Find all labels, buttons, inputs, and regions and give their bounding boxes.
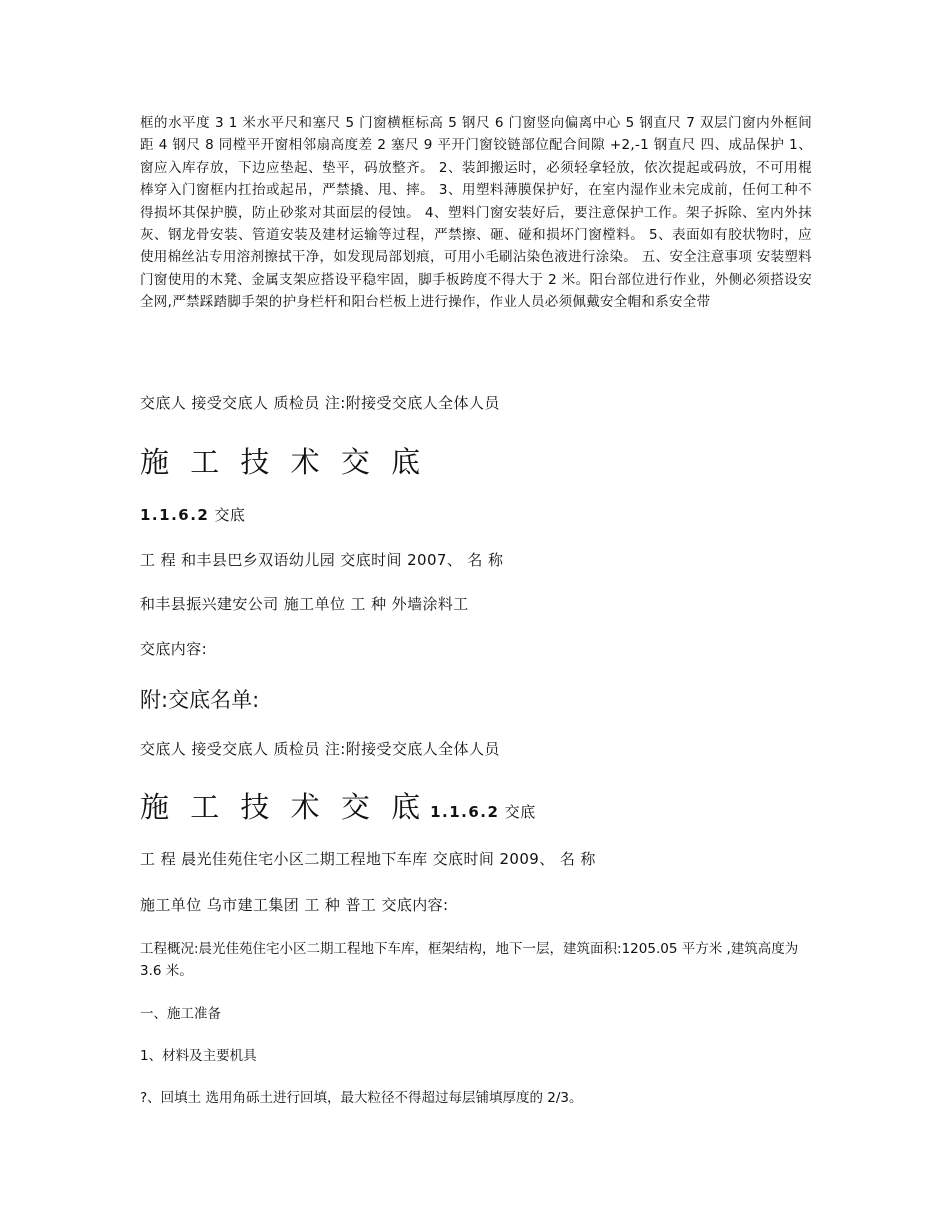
- section-number-1: [140, 505, 245, 525]
- backfill-paragraph: ?、回填土 选用角砾土进行回填，最大粒径不得超过每层铺填厚度的 2/3。: [140, 1090, 583, 1106]
- attachment-list-heading: 附:交底名单:: [140, 688, 260, 712]
- content-label-1: 交底内容:: [140, 640, 208, 658]
- body-paragraph-window-install: 框的水平度 3 1 米水平尺和塞尺 5 门窗横框标高 5 钢尺 6 门窗竖向偏离中心 5 钢直尺 7 双层门窗内外框间距 4 钢尺 8 同樘平开窗相邻扇高度差 2 塞尺 9 平开门窗铰链部位配合间隙 +2,-1 钢直尺 四、成品保护 1、窗应入库存放，下边应垫起、垫平，码放整齐。 2、装卸搬运时，必须轻拿轻放，依次提起或码放，不可用棍棒穿入门窗框内扛抬或起吊，严禁撬、甩、摔。 3、用塑料薄膜保护好，在室内湿作业未完成前，任何工种不得损坏其保护膜，防止砂浆对其面层的侵蚀。 4、塑料门窗安装好后，要注意保护工作。架子拆除、室内外抹灰、钢龙骨安装、管道安装及建材运输等过程，严禁擦、砸、碰和损坏门窗樘料。 5、表面如有胶状物时，应使用棉丝沾专用溶剂擦拭干净，如发现局部划痕，可用小毛刷沾染色液进行涂染。 五、安全注意事项 安装塑料门窗使用的木凳、金属支架应搭设平稳牢固，脚手板跨度不得大于 2 米。阳台部位进行作业，外侧必须搭设安全网,严禁踩踏脚手架的护身栏杆和阳台栏板上进行操作，作业人员必须佩戴安全帽和系安全带: [140, 115, 812, 311]
- heading-construction-tech-briefing-2: [140, 789, 536, 830]
- section-number-inline: [430, 803, 536, 821]
- heading-text: 施 工 技 术 交 底: [140, 790, 427, 824]
- section-number-text: 1.1.6.2: [140, 506, 210, 524]
- section-number-text: 1.1.6.2: [430, 803, 500, 821]
- signature-line-2: 交底人 接受交底人 质检员 注:附接受交底人全体人员: [140, 740, 500, 758]
- section-label-text: 交底: [504, 803, 536, 821]
- unit-line-2: 施工单位 乌市建工集团 工 种 普工 交底内容:: [140, 896, 449, 914]
- subsection-materials-equipment: 1、材料及主要机具: [140, 1048, 257, 1064]
- project-line-1: 工 程 和丰县巴乡双语幼儿园 交底时间 2007、 名 称: [140, 551, 504, 569]
- section-construction-preparation: 一、施工准备: [140, 1006, 221, 1022]
- heading-construction-tech-briefing-1: 施 工 技 术 交 底: [140, 445, 427, 479]
- project-overview-paragraph: 工程概况:晨光佳苑住宅小区二期工程地下车库，框架结构，地下一层，建筑面积:1205.05 平方米 ,建筑高度为 3.6 米。: [140, 941, 799, 979]
- section-label-text: 交底: [214, 506, 246, 524]
- project-line-2: 工 程 晨光佳苑住宅小区二期工程地下车库 交底时间 2009、 名 称: [140, 850, 596, 868]
- signature-line-1: 交底人 接受交底人 质检员 注:附接受交底人全体人员: [140, 394, 500, 412]
- unit-line-1: 和丰县振兴建安公司 施工单位 工 种 外墙涂料工: [140, 595, 469, 613]
